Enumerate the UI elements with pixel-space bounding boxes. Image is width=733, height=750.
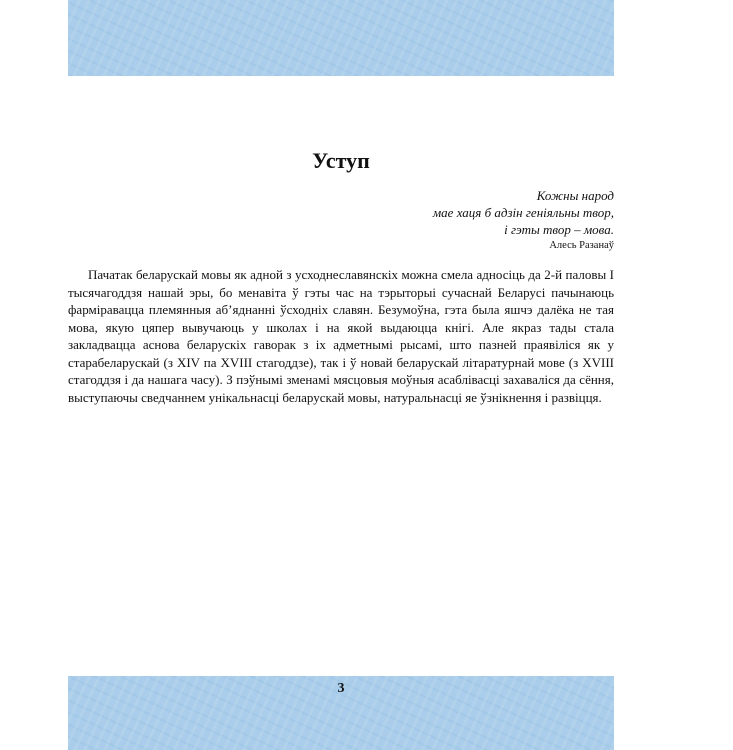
epigraph — [433, 187, 614, 254]
page-number: 3 — [337, 681, 345, 696]
body-paragraph: Пачатак беларускай мовы як адной з усходнеславянскіх можна смела адносіць да 2-й паловы I тысячагоддзя нашай эры, бо менавіта ў гэты час на тэрыторыі сучаснай Беларусі пачынаюць фарміравацца племянныя аб’яднанні ўсходніх славян. Безумоўна, гэта была яшчэ далёка не тая мова, якую цяпер вывучаюць у школах і на якой выдаюцца кнігі. Але якраз тады стала закладвацца аснова беларускіх гаворак з іх адметнымі рысамі, што пазней праявіліся як у старабеларускай (з XIV па XVIII стагоддзе), так і ў новай беларускай літаратурнай мове (з XVIII стагоддзя і да нашага часу). З пэўнымі зменамі мясцовыя моўныя асаблівасці захаваліся да сёння, выступаючы сведчаннем унікальнасці беларускай мовы, натуральнасці яе ўзнікнення і развіцця. — [68, 267, 614, 405]
page-title: Уступ — [312, 148, 370, 173]
epigraph-line: і гэты твор – мова. — [504, 222, 614, 237]
top-decorative-band — [68, 0, 614, 76]
epigraph-line: мае хаця б адзін геніяльны твор, — [432, 205, 614, 220]
epigraph-line: Кожны народ — [536, 188, 614, 203]
epigraph-author: Алесь Разанаў — [549, 240, 614, 251]
